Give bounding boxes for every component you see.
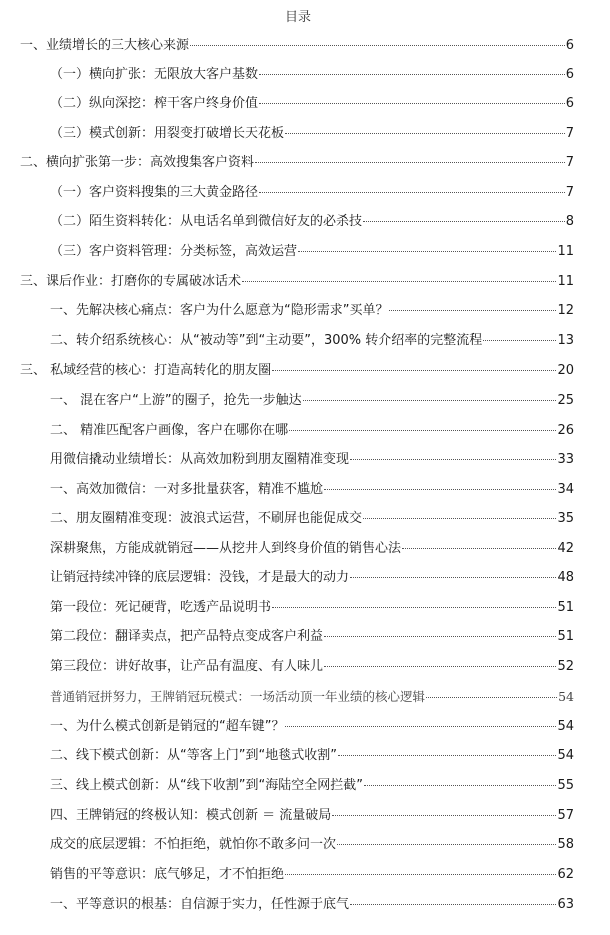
dot-leader [259, 192, 565, 193]
dot-leader [298, 251, 556, 252]
toc-entry-page-number: 55 [557, 778, 574, 793]
toc-entry-text: （一）客户资料搜集的三大黄金路径 [50, 185, 259, 200]
toc-entry-page-number: 34 [557, 482, 574, 497]
toc-entry[interactable] [50, 748, 574, 764]
dot-leader [324, 666, 556, 667]
toc-entry[interactable] [20, 38, 574, 54]
toc-entry-text: 一、 混在客户“上游”的圈子，抢先一步触达 [50, 393, 302, 408]
dot-leader [402, 548, 556, 549]
toc-entry-text: 二、横向扩张第一步：高效搜集客户资料 [20, 155, 255, 170]
toc-entry-text: 一、高效加微信：一对多批量获客，精准不尴尬 [50, 482, 324, 497]
toc-entry-text: （二）陌生资料转化：从电话名单到微信好友的必杀技 [50, 214, 363, 229]
toc-entry[interactable] [20, 274, 574, 290]
toc-entry-page-number: 20 [557, 363, 574, 378]
toc-entry-text: 二、朋友圈精准变现：波浪式运营，不刷屏也能促成交 [50, 511, 363, 526]
toc-entry-text: 一、先解决核心痛点：客户为什么愿意为“隐形需求”买单？ [50, 303, 389, 318]
toc-entry-text: 二、 精准匹配客户画像，客户在哪你在哪 [50, 423, 289, 438]
dot-leader [289, 430, 556, 431]
dot-leader [272, 370, 556, 371]
toc-entry[interactable] [50, 570, 574, 586]
dot-leader [332, 815, 556, 816]
toc-entry-text: 二、转介绍系统核心：从“被动等”到“主动要”，300% 转介绍率的完整流程 [50, 333, 483, 348]
toc-entry-page-number: 52 [557, 659, 574, 674]
toc-entry-text: 让销冠持续冲锋的底层逻辑：没钱，才是最大的动力 [50, 570, 350, 585]
toc-entry-text: 三、课后作业：打磨你的专属破冰话术 [20, 274, 242, 289]
dot-leader [272, 607, 556, 608]
dot-leader [363, 221, 565, 222]
toc-entry-page-number: 63 [557, 897, 574, 912]
toc-entry[interactable] [50, 96, 574, 112]
dot-leader [426, 697, 557, 698]
toc-entry-text: 销售的平等意识：底气够足，才不怕拒绝 [50, 867, 285, 882]
toc-entry-page-number: 11 [557, 274, 574, 289]
toc-entry[interactable] [20, 363, 574, 379]
toc-title: 目录 [284, 10, 311, 25]
toc-entry[interactable] [50, 689, 574, 705]
toc-entry-page-number: 62 [557, 867, 574, 882]
dot-leader [242, 281, 556, 282]
toc-entry[interactable] [50, 185, 574, 201]
dot-leader [259, 74, 565, 75]
toc-entry[interactable] [50, 482, 574, 498]
toc-entry-page-number: 58 [557, 837, 574, 852]
dot-leader [389, 310, 556, 311]
dot-leader [303, 400, 557, 401]
dot-leader [350, 904, 556, 905]
toc-entry-page-number: 6 [565, 38, 574, 53]
toc-entry-text: 第一段位：死记硬背，吃透产品说明书 [50, 600, 272, 615]
toc-entry[interactable] [50, 303, 574, 319]
toc-entry-text: 普通销冠拼努力，王牌销冠玩模式：一场活动顶一年业绩的核心逻辑 [50, 689, 426, 704]
dot-leader [337, 844, 556, 845]
toc-entry-page-number: 13 [557, 333, 574, 348]
toc-entry-text: （三）客户资料管理：分类标签，高效运营 [50, 244, 298, 259]
toc-entry-page-number: 35 [557, 511, 574, 526]
toc-entry-page-number: 8 [565, 214, 574, 229]
toc-entry-page-number: 12 [557, 303, 574, 318]
toc-entry-page-number: 54 [557, 719, 574, 734]
toc-entry-page-number: 33 [557, 452, 574, 467]
toc-entry[interactable] [50, 629, 574, 645]
toc-entry-page-number: 42 [557, 541, 574, 556]
toc-entry[interactable] [50, 511, 574, 527]
toc-entry-text: 第三段位：讲好故事，让产品有温度、有人味儿 [50, 659, 324, 674]
dot-leader [363, 518, 556, 519]
toc-entry[interactable] [50, 659, 574, 675]
dot-leader [259, 103, 565, 104]
toc-entry-page-number: 26 [557, 423, 574, 438]
toc-entry[interactable] [50, 719, 574, 735]
toc-entry-page-number: 51 [557, 629, 574, 644]
toc-entry-page-number: 7 [565, 126, 574, 141]
toc-entry-text: 深耕聚焦，方能成就销冠——从挖井人到终身价值的销售心法 [50, 541, 402, 556]
toc-entry[interactable] [50, 452, 574, 468]
toc-entry[interactable] [50, 837, 574, 853]
toc-entry[interactable] [20, 155, 574, 171]
toc-entry-text: （一）横向扩张：无限放大客户基数 [50, 67, 259, 82]
toc-entry-page-number: 6 [565, 96, 574, 111]
dot-leader [338, 755, 557, 756]
dot-leader [350, 577, 556, 578]
dot-leader [285, 133, 565, 134]
toc-entry-text: 三、线上模式创新：从“线下收割”到“海陆空全网拦截” [50, 778, 363, 793]
toc-entry-text: （三）模式创新：用裂变打破增长天花板 [50, 126, 285, 141]
toc-entry-page-number: 7 [565, 185, 574, 200]
toc-entry[interactable] [50, 67, 574, 83]
toc-entry[interactable] [50, 867, 574, 883]
toc-entry-page-number: 57 [557, 808, 574, 823]
toc-entry-page-number: 6 [565, 67, 574, 82]
toc-entry-text: 一、业绩增长的三大核心来源 [20, 38, 190, 53]
dot-leader [255, 162, 565, 163]
toc-entry-text: 四、王牌销冠的终极认知：模式创新 ＝ 流量破局 [50, 808, 332, 823]
dot-leader [324, 489, 556, 490]
toc-entry[interactable] [50, 244, 574, 260]
toc-entry-text: 成交的底层逻辑：不怕拒绝，就怕你不敢多问一次 [50, 837, 337, 852]
toc-entry[interactable] [50, 897, 574, 913]
toc-entry[interactable] [50, 393, 574, 409]
toc-entry-text: 一、为什么模式创新是销冠的“超车键”？ [50, 719, 285, 734]
toc-entry-page-number: 51 [557, 600, 574, 615]
toc-entry-text: （二）纵向深挖：榨干客户终身价值 [50, 96, 259, 111]
dot-leader [190, 45, 565, 46]
dot-leader [350, 459, 556, 460]
toc-entry-page-number: 54 [558, 689, 574, 704]
toc-entry[interactable] [50, 541, 574, 557]
dot-leader [483, 340, 556, 341]
dot-leader [324, 636, 556, 637]
toc-entry[interactable] [50, 333, 574, 349]
toc-entry[interactable] [50, 423, 574, 439]
toc-entry-text: 二、线下模式创新：从“等客上门”到“地毯式收割” [50, 748, 337, 763]
toc-entry[interactable] [50, 214, 574, 230]
toc-entry-page-number: 48 [557, 570, 574, 585]
dot-leader [364, 785, 557, 786]
toc-entry[interactable] [50, 600, 574, 616]
toc-entry-text: 第二段位：翻译卖点，把产品特点变成客户利益 [50, 629, 324, 644]
dot-leader [285, 726, 556, 727]
dot-leader [285, 874, 556, 875]
toc-entry-page-number: 25 [557, 393, 574, 408]
toc-entry-text: 一、平等意识的根基：自信源于实力，任性源于底气 [50, 897, 350, 912]
toc-entry-page-number: 7 [565, 155, 574, 170]
toc-entry-page-number: 54 [557, 748, 574, 763]
toc-entry-page-number: 11 [557, 244, 574, 259]
toc-entry[interactable] [50, 126, 574, 142]
toc-entry[interactable] [50, 808, 574, 824]
toc-entry-text: 用微信撬动业绩增长：从高效加粉到朋友圈精准变现 [50, 452, 350, 467]
toc-entry[interactable] [50, 778, 574, 794]
toc-entry-text: 三、 私域经营的核心：打造高转化的朋友圈 [20, 363, 272, 378]
